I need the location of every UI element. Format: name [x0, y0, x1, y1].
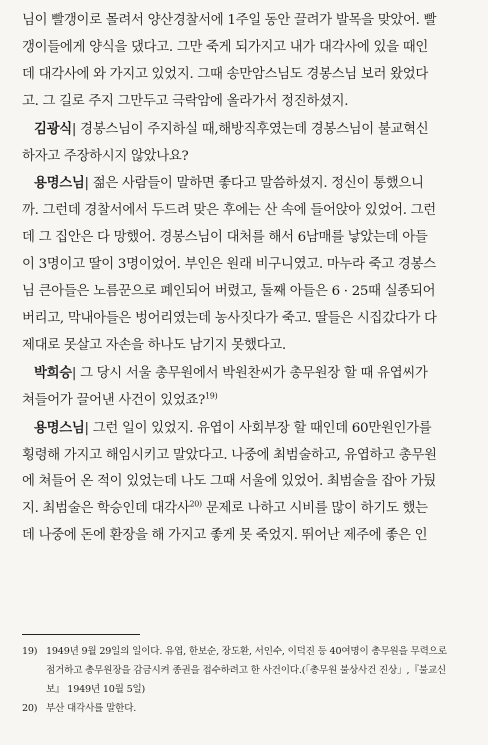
speaker-name: 용명스님 — [34, 419, 85, 436]
text-line: 데 그 집안은 다 망했어. 경봉스님이 대처를 해서 6남매를 낳았는데 아들 — [22, 230, 428, 246]
text-line: 갱이들에게 양식을 댔다고. 그만 죽게 되가지고 내가 대각사에 있을 때인 — [22, 39, 428, 55]
text-line: 에 쳐들어 온 적이 있었는데 나도 그때 서울에 있었어. 최범술을 잡아 가뒀 — [22, 474, 436, 490]
footnote-19 — [22, 642, 470, 661]
footnote-ref-20[interactable]: 20) — [189, 499, 202, 509]
text-line: 하자고 주장하시지 않았나요? — [22, 148, 189, 164]
text-line — [22, 415, 470, 443]
text-line: 제대로 못살고 자손을 하나도 남기지 못했다고. — [22, 337, 286, 353]
footnote-number: 19) — [22, 646, 38, 657]
footnote-ref-19[interactable]: 19) — [205, 391, 218, 401]
footnote-text: 점거하고 총무원장을 감금시켜 종권을 접수하려고 한 사건이다.(「총무원 불상사건 진상」,『불교신 — [46, 665, 446, 676]
text-line: 고. 그 길로 주지 그만두고 극락암에 올라가서 정진하셨지. — [22, 93, 349, 109]
footnote-20 — [22, 699, 470, 718]
text-line — [22, 496, 470, 523]
footnote-text: 1949년 9월 29일의 일이다. 유엽, 한보순, 장도환, 서인수, 이덕진 등 40여명이 총무원을 무력으로 — [46, 646, 447, 657]
utterance-text: 문제로 나하고 시비를 많이 하기도 했는 — [201, 501, 428, 517]
speaker-name: 용명스님 — [34, 175, 85, 192]
utterance-text: | 그런 일이 있었지. 유엽이 사회부장 할 때인데 60만원인가를 — [84, 420, 432, 436]
footnote-text: 부산 대각사를 말한다. — [46, 703, 137, 714]
footnote-number: 20) — [22, 703, 38, 714]
speaker-name: 김광식 — [34, 120, 72, 137]
text-line — [22, 170, 470, 198]
footnotes — [22, 642, 470, 718]
text-line: 데 대각사에 와 가지고 있었지. 그때 송만암스님도 경봉스님 보러 왔었다 — [22, 66, 428, 82]
utterance-text: 쳐들어가 끌어낸 사건이 있었죠? — [22, 392, 206, 408]
text-line — [22, 360, 470, 388]
text-line: 횡령해 가지고 해임시키고 말았다고. 나중에 최범술하고, 유엽하고 총무원 — [22, 447, 437, 463]
footnote-divider — [22, 634, 140, 635]
text-line: 데 나중에 돈에 환장을 해 가지고 좋게 못 죽었지. 뛰어난 제주에 좋은 인 — [22, 528, 428, 544]
utterance-text: 지. 최범술은 학승인데 대각사 — [22, 501, 190, 517]
utterance-text: | 젊은 사람들이 말하면 좋다고 말씀하셨지. 정신이 통했으니 — [84, 176, 424, 192]
text-line: 이 3명이고 딸이 3명이었어. 부인은 원래 비구니였고. 마누라 죽고 경봉스 — [22, 257, 436, 273]
text-line: 까. 그런데 경찰서에서 두드려 맞은 후에는 산 속에 들어앉아 있었어. 그런 — [22, 203, 436, 219]
text-line: 님이 빨갱이로 몰려서 양산경찰서에 1주일 동안 끌려가 발목을 맞았어. 빨 — [22, 13, 437, 28]
interview-transcript — [22, 8, 470, 550]
speaker-name: 박희승 — [34, 364, 72, 381]
utterance-text: | 그 당시 서울 총무원에서 박원찬씨가 총무원장 할 때 유엽씨가 — [71, 365, 428, 381]
text-line — [22, 388, 470, 415]
text-line: 님 큰아들은 노름꾼으로 폐인되어 버렸고, 둘째 아들은 6 · 25때 실종되어 — [22, 284, 436, 300]
text-line — [22, 116, 470, 144]
text-line: 버리고, 막내아들은 벙어리였는데 농사짓다가 죽고. 딸들은 시집갔다가 다 — [22, 310, 437, 326]
footnote-text: 보』 1949년 10월 5일) — [46, 684, 146, 695]
utterance-text: | 경봉스님이 주지하실 때,해방직후였는데 경봉스님이 불교혁신 — [71, 121, 429, 137]
